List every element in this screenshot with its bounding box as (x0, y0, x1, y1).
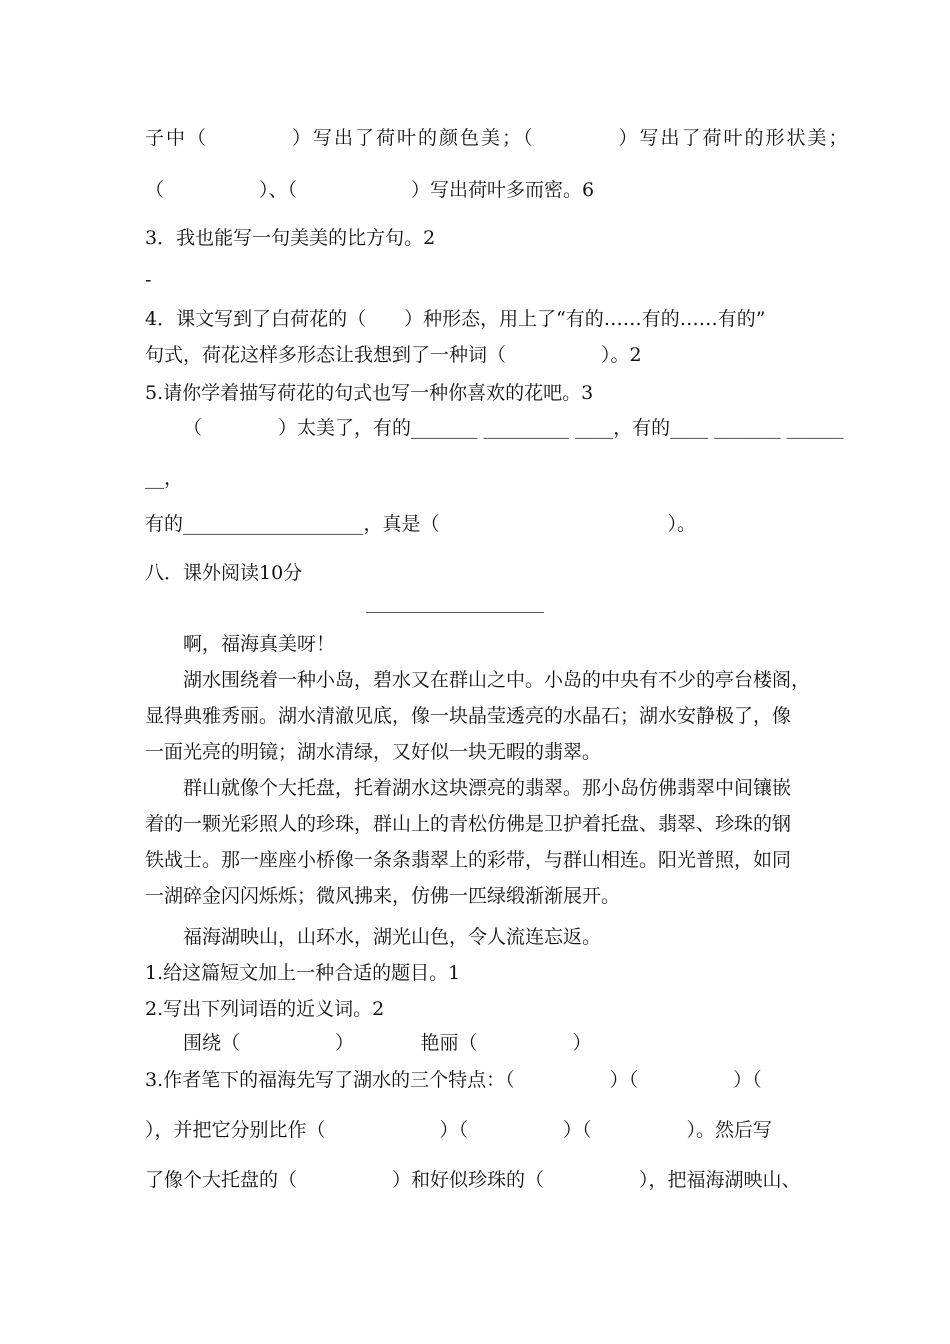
question-5-fill-line-1: （ ）太美了，有的_______ _________ ____，有的____ _______ ______ (183, 417, 844, 439)
reading-question-3-line-2: ），并把它分别比作（ ）（ ）（ ）。然后写 (145, 1119, 773, 1141)
passage-line: 着的一颗光彩照人的珍珠，群山上的青松仿佛是卫护着托盘、翡翠、珍珠的钢 (145, 813, 792, 835)
reading-question-2-words: 围绕（ ） 艳丽（ ） (183, 1032, 592, 1054)
passage-line: 福海湖映山，山环水，湖光山色，令人流连忘返。 (183, 926, 602, 948)
passage-line: 显得典雅秀丽。湖水清澈见底，像一块晶莹透亮的水晶石；湖水安静极了，像 (145, 705, 792, 727)
question-3: 3．我也能写一句美美的比方句。2 (145, 227, 436, 249)
answer-blank-3: - (145, 269, 152, 291)
section-heading: 八．课外阅读10分 (145, 562, 303, 584)
question-5-fill-line-3: 有的___________________，真是（ ）。 (145, 513, 697, 535)
passage-line: 一湖碎金闪闪烁烁；微风拂来，仿佛一匹绿缎渐渐展开。 (145, 885, 621, 907)
q2-line-1: 子中（ ）写出了荷叶的颜色美；（ ）写出了荷叶的形状美； (145, 127, 850, 149)
question-4-line-1: 4．课文写到了白荷花的（ ）种形态，用上了“有的……有的……有的” (145, 308, 766, 330)
passage-line: 湖水围绕着一种小岛，碧水又在群山之中。小岛的中央有不少的亭台楼阁， (183, 669, 811, 691)
passage-opening: 啊，福海真美呀！ (183, 633, 336, 655)
reading-question-2: 2.写出下列词语的近义词。2 (145, 998, 385, 1020)
passage-line: 群山就像个大托盘，托着湖水这块漂亮的翡翠。那小岛仿佛翡翠中间镶嵌 (183, 777, 792, 799)
passage-line: 铁战士。那一座座小桥像一条条翡翠上的彩带，与群山相连。阳光普照，如同 (145, 849, 792, 871)
reading-question-3-line-3: 了像个大托盘的（ ）和好似珍珠的（ ），把福海湖映山、 (145, 1169, 801, 1191)
reading-question-3-line-1: 3.作者笔下的福海先写了湖水的三个特点：（ ）（ ）（ (145, 1069, 762, 1091)
title-blank-line (366, 612, 544, 613)
question-5: 5.请你学着描写荷花的句式也写一种你喜欢的花吧。3 (145, 382, 594, 404)
q2-line-2: （ ）、（ ）写出荷叶多而密。6 (145, 179, 595, 201)
question-5-fill-line-2: __， (145, 467, 184, 489)
reading-question-1: 1.给这篇短文加上一种合适的题目。1 (145, 962, 461, 984)
passage-line: 一面光亮的明镜；湖水清绿，又好似一块无暇的翡翠。 (145, 741, 602, 763)
question-4-line-2: 句式，荷花这样多形态让我想到了一种词（ ）。2 (145, 344, 642, 366)
